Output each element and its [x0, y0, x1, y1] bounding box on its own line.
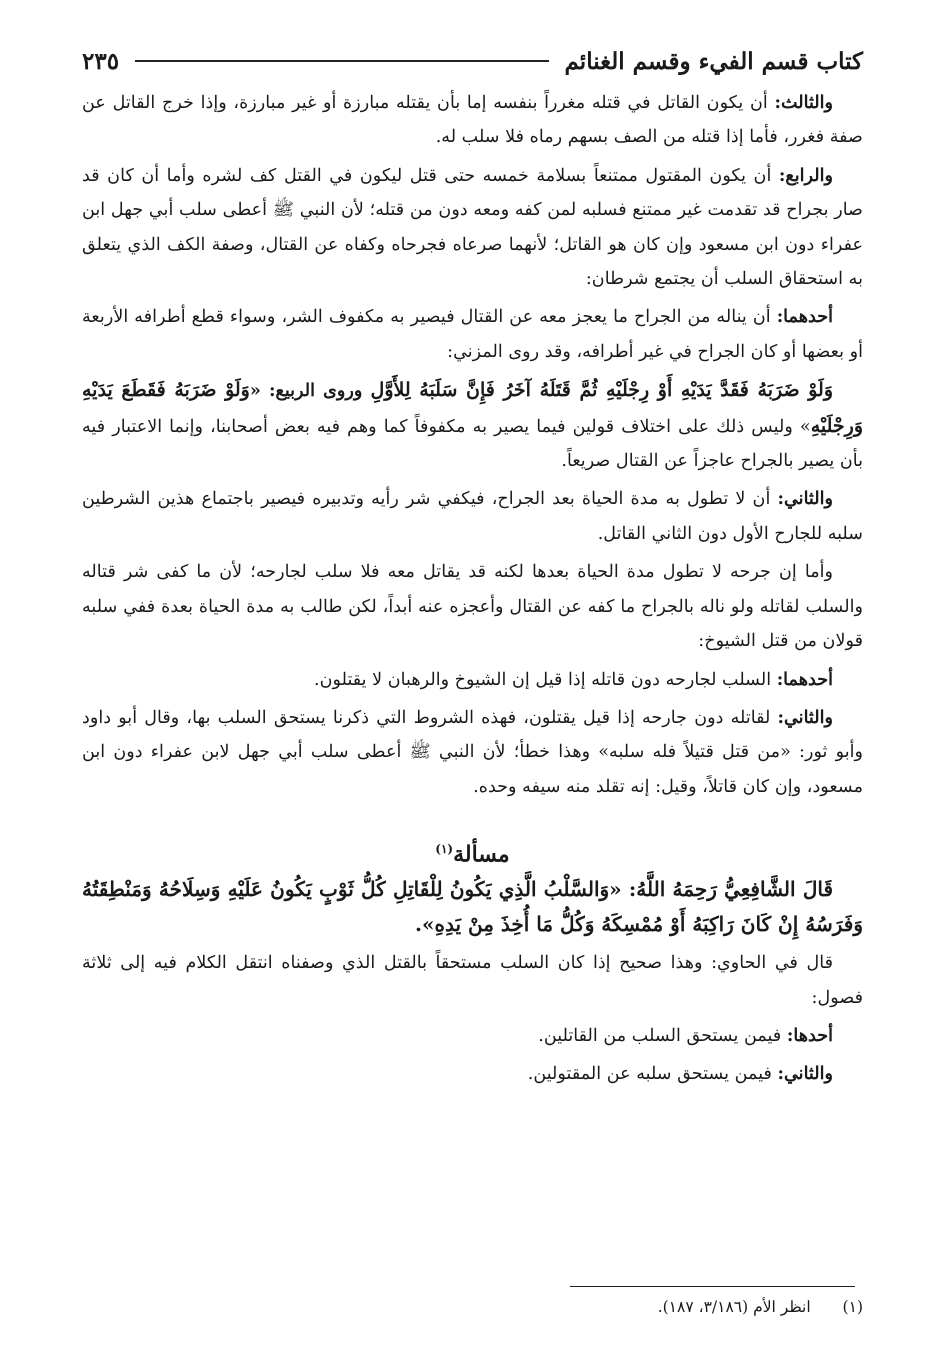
section-heading	[82, 832, 863, 866]
paragraph-first-condition	[82, 300, 863, 369]
paragraph-text: أن يكون المقتول ممتنعاً بسلامة خمسه حتى قتل ليكون في القتل كف لشره وأما أن كان قد صار بجراح قد تقدمت غير ممتنع فسلبه لمن كفه ومعه دون من قتله؛ لأن النبي ﷺ أعطى سلب أبي جهل ابن عفراء دون ابن مسعود وإن كان هو القاتل؛ لأنهما صرعاه فجرحاه وكفاه عن القتال، وصفة الكف الذي يتعلق به استحقاق السلب أن يجتمع شرطان:	[82, 165, 863, 290]
body-text	[82, 86, 863, 1092]
section-intro: قال في الحاوي: وهذا صحيح إذا كان السلب مستحقاً بالقتل الذي وصفناه انتقل الكلام فيه إلى ثلاثة فصول:	[82, 953, 863, 1008]
paragraph-text: لقاتله دون جارحه إذا قيل يقتلون، فهذه الشروط التي ذكرنا يستحق السلب بها، وقال أبو داود وأبو ثور: «من قتل قتيلاً فله سلبه» وهذا خطأ؛ لأن النبي ﷺ أعطى سلب أبي جهل لابن عفراء دون ابن مسعود، وإن كان قاتلاً، وقيل: إنه تقلد منه سيفه وحده.	[82, 707, 863, 797]
paragraph-lead: والرابع:	[778, 164, 833, 186]
quote-rabi-intro: وروى الربيع: «	[249, 380, 371, 402]
page-header	[82, 38, 863, 84]
paragraph-wounded-case	[82, 555, 863, 658]
paragraph-text: وأما إن جرحه لا تطول مدة الحياة بعدها لكنه قد يقاتل معه فلا سلب لجارحه؛ لأن ما كفى شر قتاله والسلب لقاتله ولو ناله بالجراح ما كفه عن القتال وأعجزه عنه أبداً، لكن طالب به مدة الحياة بعدة ففي سلبه قولان من قتل الشيوخ:	[82, 562, 863, 652]
footnote-text: انظر الأم (٣/١٨٦، ١٨٧).	[657, 1298, 811, 1316]
section-item-second	[82, 1057, 863, 1091]
page-number: ٢٣٥	[82, 47, 120, 75]
paragraph-lead: أحدهما:	[776, 306, 833, 328]
footnote-rule	[570, 1286, 855, 1287]
paragraph-text: فيمن يستحق السلب من القاتلين.	[538, 1025, 787, 1046]
paragraph-fourth	[82, 159, 863, 297]
imam-quote: قَالَ الشَّافِعِيُّ رَحِمَهُ اللَّهُ: «وَالسَّلْبُ الَّذِي يَكُونُ لِلْقَاتِلِ كُلُّ ثَوْبٍ يَكُونُ عَلَيْهِ وَسِلَاحُهُ وَمَنْطِقَتُهُ وَفَرَسُهُ إِنْ كَانَ رَاكِبَهُ أَوْ مُمْسِكَهُ وَكُلُّ مَا أُخِذَ مِنْ يَدِهِ».	[82, 877, 863, 937]
paragraph-opinion-one	[82, 663, 863, 697]
section-heading-text: مسألة	[453, 841, 510, 868]
running-title: كتاب قسم الفيء وقسم الغنائم	[564, 47, 863, 75]
header-rule	[135, 60, 548, 62]
paragraph-text: أن يناله من الجراح ما يعجز معه عن القتال فيصير به مكفوف الشر، وسواء قطع أطرافه الأربعة أو بعضها أو كان الجراح في غير أطرافه، وقد روى المزني:	[82, 307, 863, 362]
footnote-number: (١)	[842, 1298, 863, 1316]
paragraph-text: السلب لجارحه دون قاتله إذا قيل إن الشيوخ والرهبان لا يقتلون.	[314, 669, 777, 690]
footnote-ref: (١)	[435, 842, 454, 857]
footnote	[82, 1298, 863, 1316]
paragraph-text: فيمن يستحق سلبه عن المقتولين.	[527, 1064, 778, 1085]
paragraph-lead: والثاني:	[777, 488, 833, 510]
quote-rabi: وَلَوْ ضَرَبَهُ فَقَطَعَ يَدَيْهِ وَرِجْلَيْهِ	[82, 379, 863, 437]
quote-muzani: وَلَوْ ضَرَبَهُ فَقَدَّ يَدَيْهِ أَوْ رِجْلَيْهِ ثُمَّ قَتَلَهُ آخَرُ فَإِنَّ سَلَبَهُ لِلأَوَّلِ	[370, 379, 833, 402]
paragraph-lead: والثالث:	[774, 92, 833, 113]
paragraph-lead: والثاني:	[777, 706, 833, 728]
paragraph-third	[82, 86, 863, 155]
quote-commentary: » وليس ذلك على اختلاف قولين فيما يصير به مكفوفاً كما وهم فيه بعض أصحابنا، وإنما الاعتبار فيه بأن يصير بالجراح عاجزاً عن القتال صريعاً.	[82, 416, 863, 472]
paragraph-lead: والثاني:	[777, 1063, 833, 1085]
paragraph-lead: أحدهما:	[776, 668, 833, 690]
paragraph-opinion-two	[82, 701, 863, 804]
paragraph-text: أن لا تطول به مدة الحياة بعد الجراح، فيكفي شر رأيه وتدبيره فيصير باجتماع هذين الشرطين سلبه للجارح الأول دون الثاني القاتل.	[82, 489, 863, 544]
quote-paragraph	[82, 373, 863, 478]
paragraph-lead: أحدها:	[786, 1024, 833, 1046]
paragraph-second-condition	[82, 482, 863, 551]
section-item-first	[82, 1019, 863, 1053]
paragraph-text: أن يكون القاتل في قتله مغرراً بنفسه إما بأن يقتله مبارزة أو غير مبارزة، وإذا خرج القاتل عن صفة فغرر، فأما إذا قتله من الصف بسهم رماه فلا سلب له.	[82, 93, 863, 148]
